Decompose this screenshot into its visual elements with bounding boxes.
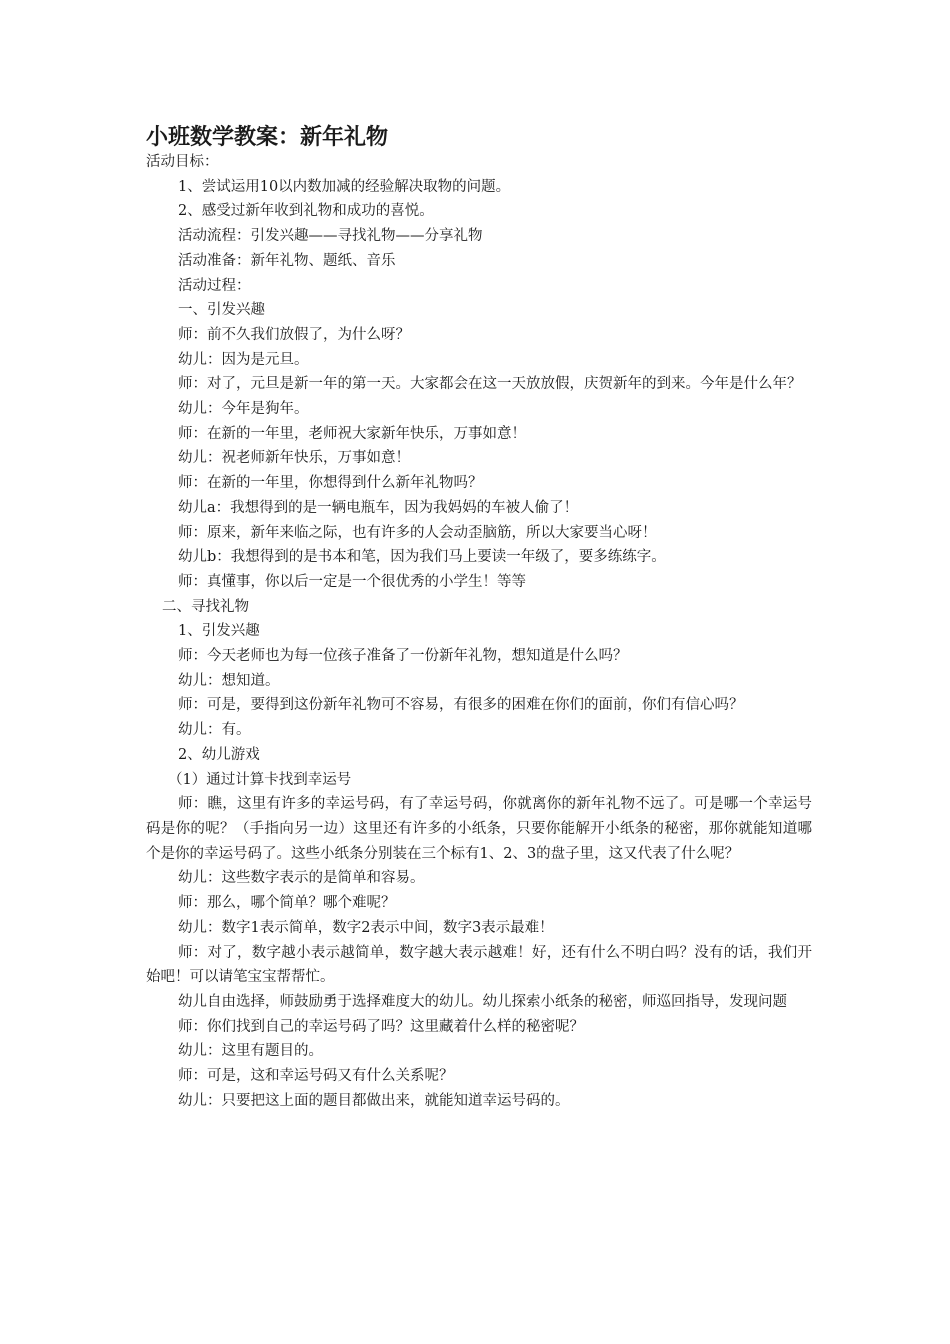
paragraph: 2、感受过新年收到礼物和成功的喜悦。 <box>178 203 434 220</box>
paragraph: 活动目标： <box>146 154 219 170</box>
document-body <box>146 150 812 1113</box>
paragraph: 幼儿：祝老师新年快乐，万事如意！ <box>178 450 410 467</box>
paragraph: 幼儿：因为是元旦。 <box>178 351 309 368</box>
paragraph: 幼儿：这里有题目的。 <box>178 1043 323 1060</box>
paragraph: 幼儿：数字1表示简单，数字2表示中间，数字3表示最难！ <box>178 919 554 936</box>
paragraph: 师：今天老师也为每一位孩子准备了一份新年礼物，想知道是什么吗？ <box>178 648 628 665</box>
paragraph: 师：前不久我们放假了，为什么呀？ <box>178 326 410 343</box>
paragraph: 师：真懂事，你以后一定是一个很优秀的小学生！等等 <box>178 573 526 590</box>
paragraph: 一、引发兴趣 <box>178 302 265 319</box>
paragraph: 幼儿b：我想得到的是书本和笔，因为我们马上要读一年级了，要多练练字。 <box>178 549 666 566</box>
paragraph: 师：可是，这和幸运号码又有什么关系呢？ <box>178 1068 454 1085</box>
paragraph: 2、幼儿游戏 <box>178 746 260 763</box>
paragraph: 活动过程： <box>178 277 251 294</box>
paragraph: 师：原来，新年来临之际，也有许多的人会动歪脑筋，所以大家要当心呀！ <box>178 524 657 541</box>
paragraph: 活动准备：新年礼物、题纸、音乐 <box>178 252 396 269</box>
paragraph: 1、尝试运用10以内数加减的经验解决取物的问题。 <box>178 178 511 195</box>
paragraph: 师：对了，数字越小表示越简单，数字越大表示越难！好，还有什么不明白吗？没有的话，我们开始吧！可以请笔宝宝帮帮忙。 <box>146 944 812 986</box>
paragraph: 师：在新的一年里，你想得到什么新年礼物吗？ <box>178 475 483 492</box>
paragraph: 幼儿：只要把这上面的题目都做出来，就能知道幸运号码的。 <box>178 1092 570 1109</box>
document-title: 小班数学教案：新年礼物 <box>146 124 389 150</box>
paragraph: 1、引发兴趣 <box>178 623 260 640</box>
paragraph: 师：瞧，这里有许多的幸运号码，有了幸运号码，你就离你的新年礼物不远了。可是哪一个幸运号码是你的呢？（手指向另一边）这里还有许多的小纸条，只要你能解开小纸条的秘密，那你就能知道哪个是你的幸运号码了。这些小纸条分别装在三个标有1、2、3的盘子里，这又代表了什么呢？ <box>146 796 812 862</box>
paragraph: 幼儿：今年是狗年。 <box>178 401 309 418</box>
paragraph: 活动流程：引发兴趣——寻找礼物——分享礼物 <box>178 228 483 245</box>
paragraph: 幼儿：想知道。 <box>178 672 280 689</box>
paragraph: 幼儿：这些数字表示的是简单和容易。 <box>178 870 425 887</box>
paragraph: 师：那么，哪个简单？哪个难呢？ <box>178 895 396 912</box>
paragraph: 幼儿自由选择，师鼓励勇于选择难度大的幼儿。幼儿探索小纸条的秘密，师巡回指导，发现问题 <box>178 993 787 1010</box>
paragraph: 师：在新的一年里，老师祝大家新年快乐，万事如意！ <box>178 425 526 442</box>
paragraph: 师：对了，元旦是新一年的第一天。大家都会在这一天放放假，庆贺新年的到来。今年是什么年？ <box>178 376 802 393</box>
paragraph: 师：你们找到自己的幸运号码了吗？这里藏着什么样的秘密呢？ <box>178 1018 584 1035</box>
paragraph: 幼儿a：我想得到的是一辆电瓶车，因为我妈妈的车被人偷了！ <box>178 499 579 516</box>
paragraph: 幼儿：有。 <box>178 722 251 739</box>
paragraph: （1）通过计算卡找到幸运号 <box>168 771 352 788</box>
paragraph: 二、寻找礼物 <box>162 598 249 615</box>
paragraph: 师：可是，要得到这份新年礼物可不容易，有很多的困难在你们的面前，你们有信心吗？ <box>178 697 744 714</box>
